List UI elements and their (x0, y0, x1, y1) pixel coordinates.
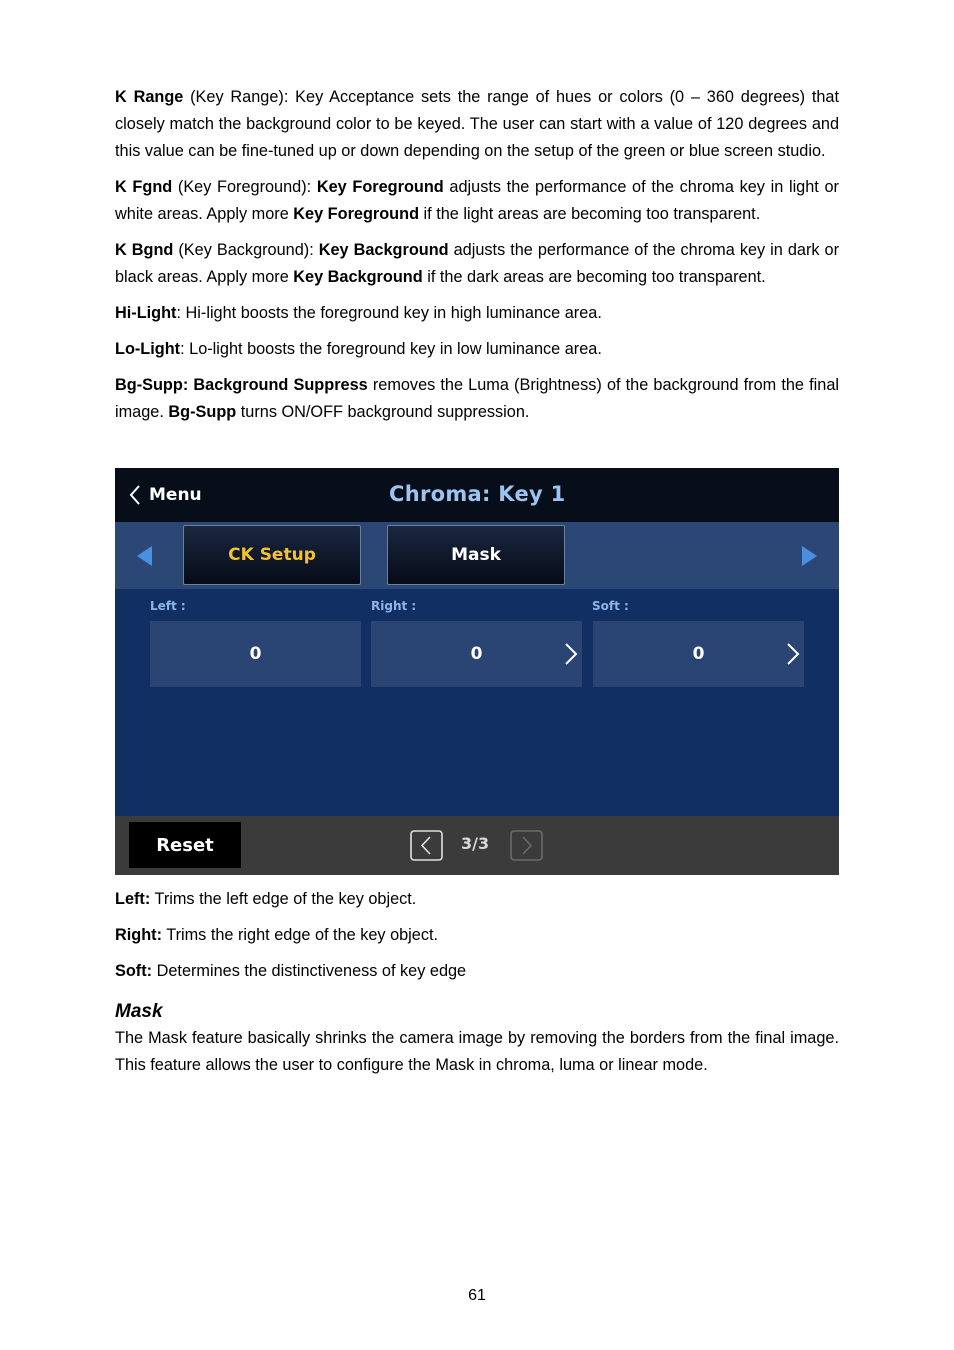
left-value-field[interactable] (150, 621, 361, 687)
right-value: 0 (470, 644, 483, 664)
soft-value-field[interactable] (593, 621, 804, 687)
device-top-bar (115, 468, 839, 522)
page-prev-icon[interactable] (410, 830, 444, 866)
reset-button[interactable]: Reset (129, 822, 241, 868)
device-bottom-bar (115, 816, 839, 875)
paragraph-k-bgnd: K Bgnd (Key Background): Key Background adjusts the performance of the chroma key in dark or black areas. Apply more Key Background if the dark areas are becoming too transparent. (115, 241, 840, 286)
device-screenshot (115, 468, 839, 875)
chevron-left-icon (129, 484, 141, 506)
body-text (115, 84, 839, 435)
page-next-icon[interactable] (510, 830, 544, 866)
mask-heading: Mask (115, 1001, 163, 1022)
paragraph-soft: Soft: Determines the distinctiveness of key edge (115, 962, 467, 980)
menu-label: Menu (149, 485, 202, 505)
soft-field-label: Soft : (592, 599, 629, 613)
soft-value: 0 (692, 644, 705, 664)
paragraph-lo-light: Lo-Light: Lo-light boosts the foreground key in low luminance area. (115, 340, 602, 358)
tab-mask[interactable]: Mask (387, 525, 565, 585)
paragraph-left: Left: Trims the left edge of the key object. (115, 890, 417, 908)
tab-bar (115, 522, 839, 589)
chevron-right-icon[interactable] (564, 642, 578, 671)
tab-scroll-left-icon[interactable] (137, 546, 153, 570)
tab-ck-setup[interactable]: CK Setup (183, 525, 361, 585)
paragraph-hi-light: Hi-Light: Hi-light boosts the foreground key in high luminance area. (115, 304, 602, 322)
screen-title: Chroma: Key 1 (389, 482, 566, 506)
body-text-after (115, 886, 839, 1088)
page-indicator: 3/3 (461, 834, 490, 853)
paragraph-k-fgnd: K Fgnd (Key Foreground): Key Foreground adjusts the performance of the chroma key in light or white areas. Apply more Key Foreground if the light areas are becoming too transparent. (115, 178, 839, 223)
paragraph-right: Right: Trims the right edge of the key object. (115, 926, 439, 944)
right-field-label: Right : (371, 599, 417, 613)
left-field-label: Left : (150, 599, 186, 613)
mask-paragraph: The Mask feature basically shrinks the camera image by removing the borders from the final image. This feature allows the user to configure the Mask in chroma, luma or linear mode. (115, 1029, 839, 1074)
paragraph-bg-supp: Bg-Supp: Background Suppress removes the Luma (Brightness) of the background from the final image. Bg-Supp turns ON/OFF background suppression. (115, 376, 839, 421)
chevron-right-icon[interactable] (786, 642, 800, 671)
paragraph-k-range: K Range (Key Range): Key Acceptance sets the range of hues or colors (0 – 360 degrees) that closely match the background color to be keyed. The user can start with a value of 120 degrees and this value can be fine-tuned up or down depending on the setup of the green or blue screen studio. (115, 88, 839, 160)
menu-back-button[interactable] (129, 484, 202, 506)
page-number: 61 (468, 1287, 486, 1304)
right-value-field[interactable] (371, 621, 582, 687)
tab-scroll-right-icon[interactable] (801, 546, 817, 570)
left-value: 0 (249, 644, 262, 664)
